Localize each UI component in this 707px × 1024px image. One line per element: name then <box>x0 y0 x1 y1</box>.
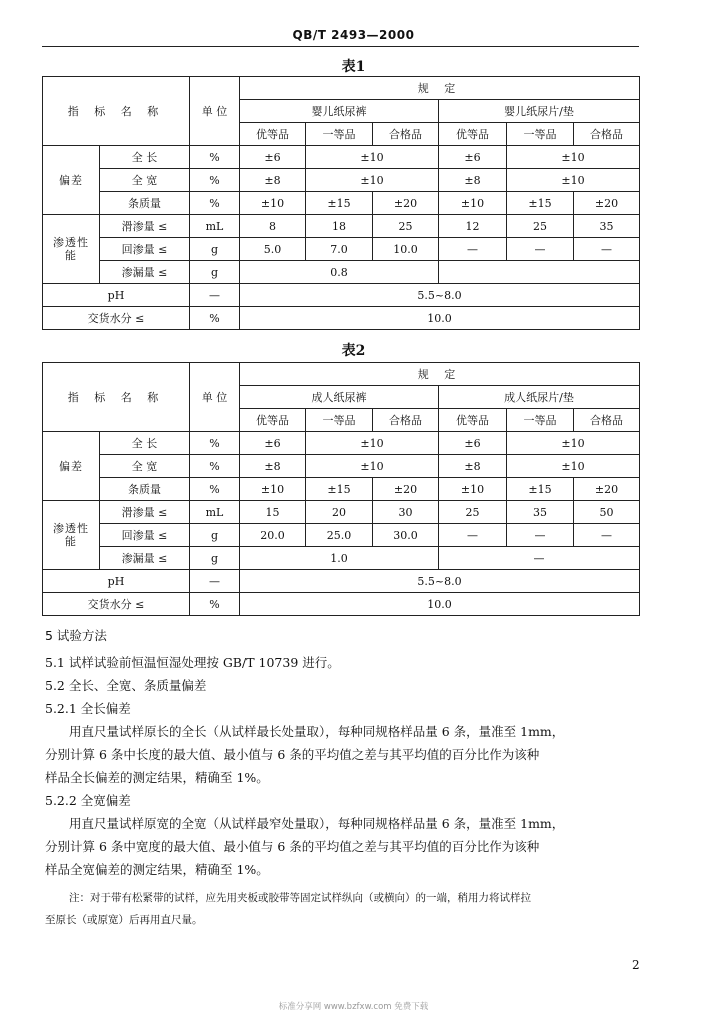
table1-deviation-group: 偏差 <box>43 146 100 215</box>
table2-cell: — <box>439 547 640 570</box>
table1-row-label: 条质量 <box>100 192 190 215</box>
table2-row-unit: g <box>190 524 240 547</box>
table1-spec-header: 规 定 <box>240 77 640 100</box>
table2-grade: 优等品 <box>439 409 507 432</box>
table1-cell: 0.8 <box>240 261 439 284</box>
table1-row-label: 交货水分 ≤ <box>43 307 190 330</box>
table1-row-label: 全 宽 <box>100 169 190 192</box>
table1-caption: 表1 <box>341 59 366 75</box>
table1-row-label: 回渗量 ≤ <box>100 238 190 261</box>
table2-row-label: 回渗量 ≤ <box>100 524 190 547</box>
table2-cell: ±10 <box>507 455 640 478</box>
footer-watermark: 标准分享网 www.bzfxw.com 免费下载 <box>278 1002 429 1012</box>
table1-cell: ±15 <box>306 192 373 215</box>
table1-cell: — <box>439 238 507 261</box>
table2-cell: ±20 <box>373 478 439 501</box>
table2-cell: 50 <box>574 501 640 524</box>
table1-cell: ±6 <box>240 146 306 169</box>
table1-permeability-group: 渗透性能 <box>43 215 100 284</box>
table2-grade: 合格品 <box>574 409 640 432</box>
table2-row-label: 渗漏量 ≤ <box>100 547 190 570</box>
section5-title: 5 试验方法 <box>45 628 107 643</box>
table2-grade: 合格品 <box>373 409 439 432</box>
table2-row-unit: mL <box>190 501 240 524</box>
table1-cell: ±10 <box>439 192 507 215</box>
clause-5-1: 5.1 试样试验前恒温恒湿处理按 GB/T 10739 进行。 <box>45 655 340 670</box>
table2-cell: 20 <box>306 501 373 524</box>
table2-cell: 30.0 <box>373 524 439 547</box>
table2-cell: 20.0 <box>240 524 306 547</box>
table2-cell: ±6 <box>240 432 306 455</box>
table2-row-label: 交货水分 ≤ <box>43 593 190 616</box>
table1-grade: 一等品 <box>306 123 373 146</box>
table1-unit-header: 单 位 <box>190 77 240 146</box>
table2-cell: 5.5~8.0 <box>240 570 640 593</box>
table1 <box>42 76 640 330</box>
table1-cell: 7.0 <box>306 238 373 261</box>
table2-row-label: 滑渗量 ≤ <box>100 501 190 524</box>
table1-cell: 5.0 <box>240 238 306 261</box>
table2-cell: 15 <box>240 501 306 524</box>
table2-unit-header: 单 位 <box>190 363 240 432</box>
table2-row-unit: % <box>190 432 240 455</box>
table1-cell: 8 <box>240 215 306 238</box>
note-line: 注：对于带有松紧带的试样，应先用夹板或胶带等固定试样纵向（或横向）的一端，稍用力将试样拉 <box>69 892 531 904</box>
clause-5-2-1-line: 分别计算 6 条中长度的最大值、最小值与 6 条的平均值之差与其平均值的百分比作为该种 <box>45 747 540 762</box>
table1-group-a: 婴儿纸尿裤 <box>240 100 439 123</box>
clause-5-2-1: 5.2.1 全长偏差 <box>45 701 131 716</box>
table2-cell: ±10 <box>507 432 640 455</box>
table2-caption: 表2 <box>341 343 366 359</box>
table1-cell: ±6 <box>439 146 507 169</box>
table2-permeability-group: 渗透性能 <box>43 501 100 570</box>
table2-cell: 30 <box>373 501 439 524</box>
clause-5-2-2-line: 用直尺量试样原宽的全宽（从试样最窄处量取），每种同规格样品量 6 条，量准至 1mm， <box>69 816 565 831</box>
clause-5-2-2-line: 样品全宽偏差的测定结果，精确至 1%。 <box>45 862 269 877</box>
table1-row-label: 渗漏量 ≤ <box>100 261 190 284</box>
table2-cell: ±8 <box>240 455 306 478</box>
table1-cell: ±15 <box>507 192 574 215</box>
table1-grade: 合格品 <box>574 123 640 146</box>
table1-cell: ±8 <box>439 169 507 192</box>
table1-row-label: 全 长 <box>100 146 190 169</box>
table2-indicator-header: 指 标 名 称 <box>43 363 190 432</box>
clause-5-2-2: 5.2.2 全宽偏差 <box>45 793 131 808</box>
table1-cell: ±10 <box>240 192 306 215</box>
clause-5-2-2-line: 分别计算 6 条中宽度的最大值、最小值与 6 条的平均值之差与其平均值的百分比作为该种 <box>45 839 540 854</box>
table1-group-b: 婴儿纸尿片/垫 <box>439 100 640 123</box>
table1-indicator-header: 指 标 名 称 <box>43 77 190 146</box>
table1-grade: 优等品 <box>439 123 507 146</box>
table2-row-unit: % <box>190 455 240 478</box>
table2-cell: ±10 <box>306 432 439 455</box>
table1-row-unit: % <box>190 169 240 192</box>
header-rule <box>42 46 639 47</box>
table2-cell: ±15 <box>306 478 373 501</box>
table2-cell: — <box>574 524 640 547</box>
table1-cell: — <box>507 238 574 261</box>
table1-cell: ±10 <box>507 146 640 169</box>
table2-row-unit: % <box>190 593 240 616</box>
clause-5-2-1-line: 样品全长偏差的测定结果，精确至 1%。 <box>45 770 269 785</box>
table1-cell: 10.0 <box>373 238 439 261</box>
table2-cell: 10.0 <box>240 593 640 616</box>
table2-cell: ±10 <box>240 478 306 501</box>
standard-code-header: QB/T 2493—2000 <box>292 28 415 42</box>
table2-grade: 优等品 <box>240 409 306 432</box>
table2-row-unit: % <box>190 478 240 501</box>
table2-row-label: pH <box>43 570 190 593</box>
table1-row-unit: % <box>190 307 240 330</box>
table2-cell: 25.0 <box>306 524 373 547</box>
table2-cell: ±15 <box>507 478 574 501</box>
table2-grade: 一等品 <box>507 409 574 432</box>
table1-row-unit: % <box>190 146 240 169</box>
table2-cell: 1.0 <box>240 547 439 570</box>
table1-grade: 一等品 <box>507 123 574 146</box>
table1-cell: ±10 <box>507 169 640 192</box>
table1-cell: ±20 <box>373 192 439 215</box>
table1-grade: 优等品 <box>240 123 306 146</box>
table1-cell: 12 <box>439 215 507 238</box>
table1-row-unit: g <box>190 238 240 261</box>
table1-row-label: pH <box>43 284 190 307</box>
table1-row-unit: % <box>190 192 240 215</box>
table2-cell: 35 <box>507 501 574 524</box>
table2-cell: ±6 <box>439 432 507 455</box>
table1-cell: ±10 <box>306 146 439 169</box>
table1-cell: 18 <box>306 215 373 238</box>
note-line: 至原长（或原宽）后再用直尺量。 <box>45 914 203 926</box>
table1-cell: — <box>574 238 640 261</box>
table2-cell: ±8 <box>439 455 507 478</box>
table2-grade: 一等品 <box>306 409 373 432</box>
table2-group-a: 成人纸尿裤 <box>240 386 439 409</box>
table2-cell: 25 <box>439 501 507 524</box>
table1-grade: 合格品 <box>373 123 439 146</box>
table2-deviation-group: 偏差 <box>43 432 100 501</box>
table1-cell: 5.5~8.0 <box>240 284 640 307</box>
table1-cell: 25 <box>507 215 574 238</box>
section5 <box>45 624 645 931</box>
table2 <box>42 362 640 616</box>
table2-cell: ±10 <box>306 455 439 478</box>
table1-row-unit: mL <box>190 215 240 238</box>
table2-row-label: 全 宽 <box>100 455 190 478</box>
table1-row-unit: g <box>190 261 240 284</box>
table2-row-unit: — <box>190 570 240 593</box>
table1-cell: 10.0 <box>240 307 640 330</box>
page-number: 2 <box>632 958 640 972</box>
table1-row-unit: — <box>190 284 240 307</box>
table1-row-label: 滑渗量 ≤ <box>100 215 190 238</box>
table2-cell: ±20 <box>574 478 640 501</box>
table2-cell: ±10 <box>439 478 507 501</box>
table2-row-unit: g <box>190 547 240 570</box>
table2-spec-header: 规 定 <box>240 363 640 386</box>
table1-cell: ±10 <box>306 169 439 192</box>
table1-cell: 35 <box>574 215 640 238</box>
clause-5-2-1-line: 用直尺量试样原长的全长（从试样最长处量取），每种同规格样品量 6 条，量准至 1mm， <box>69 724 565 739</box>
table2-group-b: 成人纸尿片/垫 <box>439 386 640 409</box>
table1-cell: ±20 <box>574 192 640 215</box>
table2-row-label: 全 长 <box>100 432 190 455</box>
table2-cell: — <box>439 524 507 547</box>
table1-cell: 25 <box>373 215 439 238</box>
table2-row-label: 条质量 <box>100 478 190 501</box>
table1-cell: ±8 <box>240 169 306 192</box>
table2-cell: — <box>507 524 574 547</box>
clause-5-2: 5.2 全长、全宽、条质量偏差 <box>45 678 207 693</box>
table1-cell <box>439 261 640 284</box>
